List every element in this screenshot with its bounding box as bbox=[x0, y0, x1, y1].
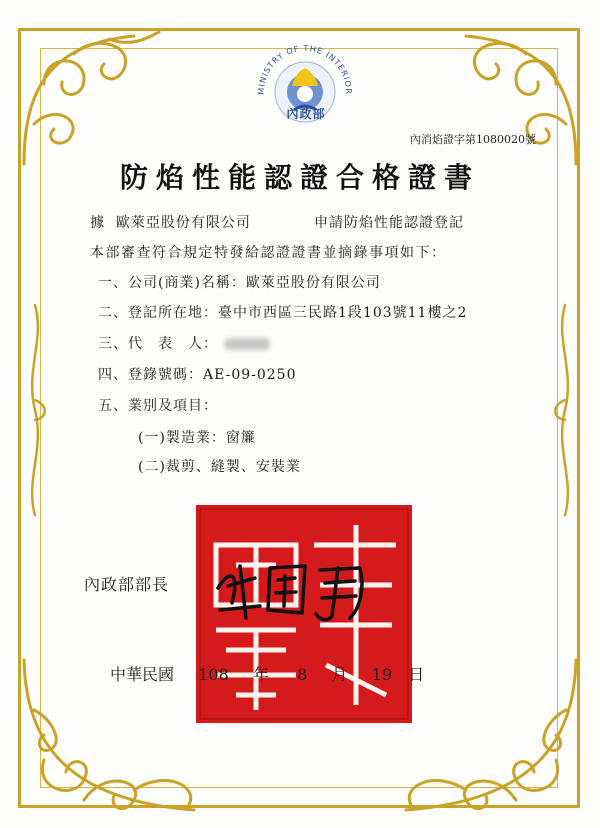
applicant-prefix: 據 bbox=[90, 215, 105, 231]
date-year-unit: 年 bbox=[252, 665, 269, 684]
applicant-company: 歐萊亞股份有限公司 bbox=[115, 215, 251, 231]
minister-signature bbox=[210, 548, 400, 632]
date-year: 108 bbox=[198, 665, 229, 684]
item-label: 三、代 表 人： bbox=[98, 336, 218, 352]
side-ornament-right bbox=[550, 300, 580, 520]
minister-title: 內政部部長 bbox=[84, 575, 170, 594]
date-day: 19 bbox=[371, 665, 393, 684]
intro-text: 本部審查符合規定特發給認證證書並摘錄事項如下： bbox=[90, 245, 447, 261]
date-month-unit: 月 bbox=[331, 665, 348, 684]
item-label: 四、登錄號碼： bbox=[98, 367, 203, 383]
side-ornament-left bbox=[20, 300, 50, 520]
corner-ornament-top-left bbox=[14, 24, 164, 174]
sub-item-installation: (二)裁剪、縫製、安裝業 bbox=[138, 459, 301, 475]
applicant-line bbox=[90, 212, 251, 232]
item-label: 五、業別及項目： bbox=[98, 398, 218, 414]
sub-item-manufacturing: (一)製造業：窗簾 bbox=[138, 430, 256, 446]
date-month: 8 bbox=[297, 665, 308, 684]
date-era: 中華民國 bbox=[110, 665, 175, 684]
application-type: 申請防焰性能認證登記 bbox=[314, 215, 464, 231]
certificate-number: 內消焰證字第1080020號 bbox=[410, 133, 536, 146]
certificate-title: 防焰性能認證合格證書 bbox=[119, 161, 480, 194]
emblem-caption: 內政部 bbox=[286, 107, 326, 121]
item-representative bbox=[98, 333, 270, 353]
corner-ornament-top-right bbox=[436, 24, 586, 174]
emblem-arc-text: MINISTRY OF THE INTERIOR bbox=[256, 43, 354, 95]
issue-date bbox=[110, 662, 424, 685]
item-value: 臺中市西區三民路1段103號11樓之2 bbox=[218, 305, 468, 321]
item-label: 一、公司(商業)名稱： bbox=[98, 275, 246, 291]
item-address bbox=[98, 302, 467, 322]
item-value: AE-09-0250 bbox=[203, 367, 297, 383]
item-company-name bbox=[98, 272, 381, 292]
item-value: 歐萊亞股份有限公司 bbox=[245, 275, 381, 291]
redacted-name bbox=[224, 338, 270, 350]
item-business-category bbox=[98, 395, 218, 415]
item-registration-number bbox=[98, 364, 297, 384]
ministry-emblem bbox=[250, 30, 360, 142]
date-day-unit: 日 bbox=[408, 665, 425, 684]
item-label: 二、登記所在地： bbox=[98, 305, 218, 321]
